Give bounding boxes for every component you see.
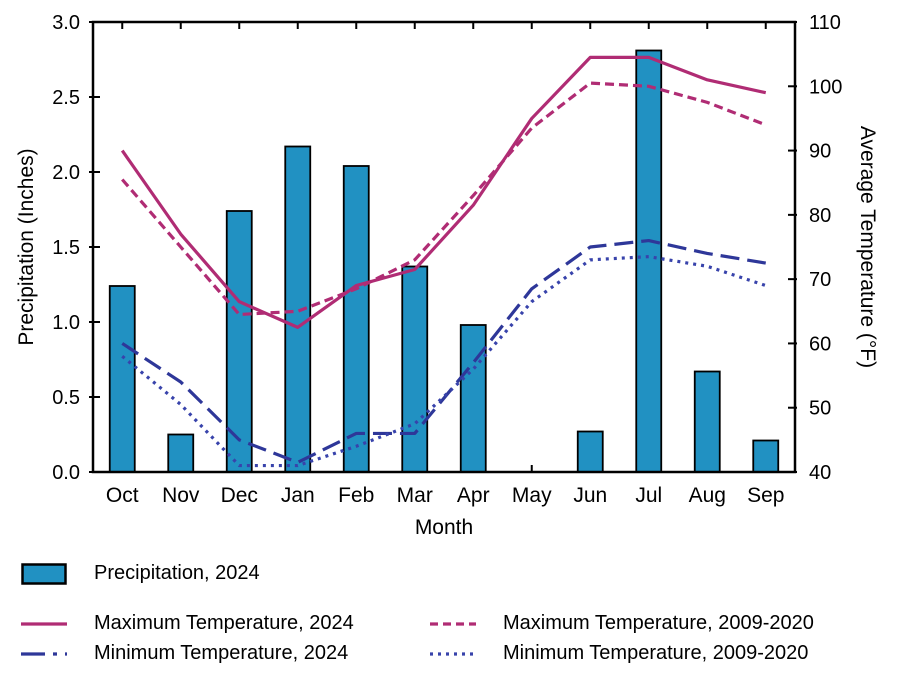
x-tick-label-mar: Mar [396,484,433,507]
x-tick-label-jun: Jun [573,484,608,507]
minimum-temperature-2024-line [122,241,766,463]
x-tick-label-feb: Feb [338,484,375,507]
legend-label-precipitation-2024: Precipitation, 2024 [94,562,260,584]
min-temp-2009-2020-line-swatch [430,643,476,665]
right-tick-label-80: 80 [809,204,832,227]
x-tick-label-sep: Sep [747,484,785,507]
legend-item-precipitation-2024 [21,562,260,585]
right-tick-label-70: 70 [809,269,832,292]
precipitation-bar-feb [344,166,369,472]
legend-label-max-temp-2009-2020: Maximum Temperature, 2009-2020 [503,612,814,634]
precipitation-bar-apr [461,325,486,472]
right-axis-title: Average Temperature (°F) [856,125,879,369]
max-temp-2009-2020-line-swatch [430,613,476,635]
precipitation-bar-oct [110,286,135,472]
right-tick-label-50: 50 [809,397,832,420]
left-tick-label-1.5: 1.5 [52,237,80,259]
precipitation-bar-jun [578,432,603,473]
x-tick-label-oct: Oct [105,484,139,507]
x-tick-label-jul: Jul [635,484,663,507]
legend-label-max-temp-2024: Maximum Temperature, 2024 [94,612,354,634]
x-tick-label-apr: Apr [456,484,490,507]
right-tick-label-40: 40 [809,462,832,484]
minimum-temperature-2009-2020-line [122,257,766,466]
x-tick-label-may: May [511,484,552,507]
left-tick-label-0.0: 0.0 [52,462,80,484]
plot-frame [93,22,795,472]
legend-label-min-temp-2009-2020: Minimum Temperature, 2009-2020 [503,642,809,664]
x-tick-label-jan: Jan [280,484,315,507]
precipitation-bar-aug [695,372,720,473]
legend-item-max-temp-2009-2020 [430,612,814,635]
precipitation-bar-jul [636,51,661,473]
legend-item-min-temp-2009-2020 [430,642,808,665]
precipitation-bar-swatch [21,563,67,585]
left-tick-label-2.0: 2.0 [52,162,80,184]
left-axis-title: Precipitation (Inches) [15,148,38,346]
min-temp-2024-line-swatch [21,643,67,665]
legend-item-min-temp-2024 [21,642,348,665]
left-tick-label-2.5: 2.5 [52,87,80,109]
legend-bar-glyph [23,564,66,583]
legend-item-max-temp-2024 [21,612,354,635]
right-tick-label-90: 90 [809,140,832,163]
right-tick-label-100: 100 [809,76,843,99]
left-tick-label-0.5: 0.5 [52,387,80,409]
x-axis-title: Month [414,516,474,539]
precipitation-bar-mar [402,267,427,473]
x-tick-label-dec: Dec [220,484,258,507]
x-tick-label-aug: Aug [688,484,726,507]
max-temp-2024-line-swatch [21,613,67,635]
x-tick-label-nov: Nov [162,484,200,507]
precipitation-bar-sep [753,441,778,473]
right-tick-label-110: 110 [809,12,841,34]
legend-label-min-temp-2024: Minimum Temperature, 2024 [94,642,349,664]
precipitation-bar-nov [168,435,193,473]
right-tick-label-60: 60 [809,333,832,356]
left-tick-label-1.0: 1.0 [52,312,80,334]
maximum-temperature-2024-line [122,57,766,327]
left-tick-label-3.0: 3.0 [52,12,80,34]
